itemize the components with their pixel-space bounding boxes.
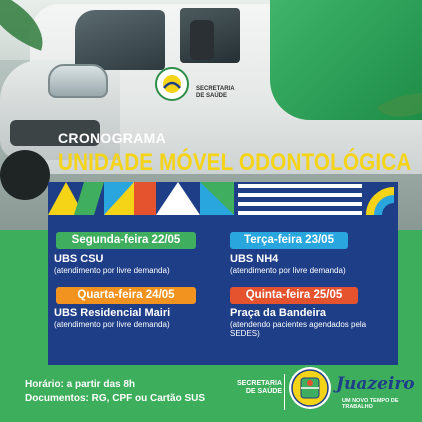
day-badge-tuesday: Terça-feira 23/05	[230, 232, 348, 249]
van-mirror	[190, 20, 214, 60]
place-tuesday: UBS NH4	[230, 253, 279, 265]
van-secretaria-label: SECRETARIA DE SAÚDE	[196, 86, 235, 99]
title-cronograma: CRONOGRAMA	[58, 130, 166, 146]
geometric-pattern	[48, 182, 398, 215]
brand-name: Juazeiro	[336, 374, 415, 394]
note-tuesday: (atendimento por livre demanda)	[230, 266, 346, 275]
van-juazeiro-logo-icon	[154, 66, 190, 102]
van-wheel	[0, 150, 50, 200]
footer-hours: Horário: a partir das 8h	[25, 379, 136, 390]
day-badge-monday: Segunda-feira 22/05	[56, 232, 196, 249]
note-wednesday: (atendimento por livre demanda)	[54, 320, 170, 329]
footer-divider	[284, 374, 285, 410]
note-thursday: (atendendo pacientes agendados pela SEDES)	[230, 320, 367, 338]
footer-documents: Documentos: RG, CPF ou Cartão SUS	[25, 393, 206, 404]
day-badge-thursday: Quinta-feira 25/05	[230, 287, 358, 304]
title-unidade-movel: UNIDADE MÓVEL ODONTOLÓGICA	[58, 149, 412, 176]
day-badge-wednesday: Quarta-feira 24/05	[56, 287, 196, 304]
schedule-card	[48, 215, 398, 365]
place-wednesday: UBS Residencial Mairi	[54, 307, 171, 319]
municipal-seal-icon	[288, 366, 332, 410]
juazeiro-brand	[336, 372, 416, 412]
footer-secretaria-label: SECRETARIA DE SAÚDE	[237, 380, 282, 395]
brand-tagline: UM NOVO TEMPO DE TRABALHO	[342, 398, 399, 410]
place-thursday: Praça da Bandeira	[230, 307, 326, 319]
van-headlight	[48, 64, 108, 98]
title-block	[48, 122, 412, 182]
note-monday: (atendimento por livre demanda)	[54, 266, 170, 275]
place-monday: UBS CSU	[54, 253, 104, 265]
van-window	[75, 10, 165, 70]
